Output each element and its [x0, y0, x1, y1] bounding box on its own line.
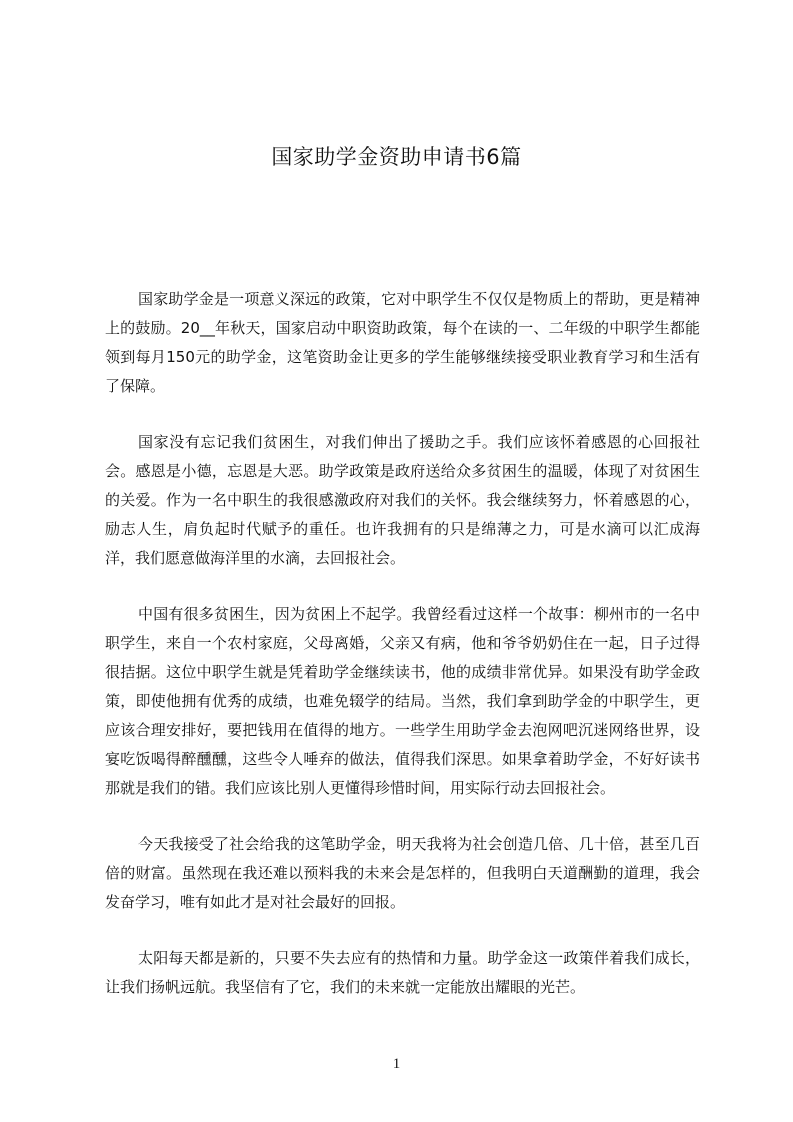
- paragraph: 今天我接受了社会给我的这笔助学金，明天我将为社会创造几倍、几十倍，甚至几百倍的财富。虽然现在我还难以预料我的未来会是怎样的，但我明白天道酬勤的道理，我会发奋学习，唯有如此才是对社会最好的回报。: [105, 835, 700, 911]
- page-number: 1: [392, 1056, 401, 1072]
- paragraph: 国家没有忘记我们贫困生，对我们伸出了援助之手。我们应该怀着感恩的心回报社会。感恩是小德，忘恩是大恶。助学政策是政府送给众多贫困生的温暖，体现了对贫困生的关爱。作为一名中职生的我很感激政府对我们的关怀。我会继续努力，怀着感恩的心，励志人生，肩负起时代赋予的重任。也许我拥有的只是绵薄之力，可是水滴可以汇成海洋，我们愿意做海洋里的水滴，去回报社会。: [105, 433, 700, 567]
- document-body: [105, 285, 700, 1029]
- document-title: 国家助学金资助申请书6篇: [271, 145, 522, 169]
- paragraph: 中国有很多贫困生，因为贫困上不起学。我曾经看过这样一个故事：柳州市的一名中职学生，来自一个农村家庭，父母离婚，父亲又有病，他和爷爷奶奶住在一起，日子过得很拮据。这位中职学生就是凭着助学金继续读书，他的成绩非常优异。如果没有助学金政策，即使他拥有优秀的成绩，也难免辍学的结局。当然，我们拿到助学金的中职学生，更应该合理安排好，要把钱用在值得的地方。一些学生用助学金去泡网吧沉迷网络世界，设宴吃饭喝得醉醺醺，这些令人唾弃的做法，值得我们深思。如果拿着助学金，不好好读书那就是我们的错。我们应该比别人更懂得珍惜时间，用实际行动去回报社会。: [105, 605, 700, 797]
- paragraph: 国家助学金是一项意义深远的政策，它对中职学生不仅仅是物质上的帮助，更是精神上的鼓励。20__年秋天，国家启动中职资助政策，每个在读的一、二年级的中职学生都能领到每月150元的助学金，这笔资助金让更多的学生能够继续接受职业教育学习和生活有了保障。: [105, 290, 700, 395]
- paragraph: 太阳每天都是新的，只要不失去应有的热情和力量。助学金这一政策伴着我们成长，让我们扬帆远航。我坚信有了它，我们的未来就一定能放出耀眼的光芒。: [105, 949, 700, 996]
